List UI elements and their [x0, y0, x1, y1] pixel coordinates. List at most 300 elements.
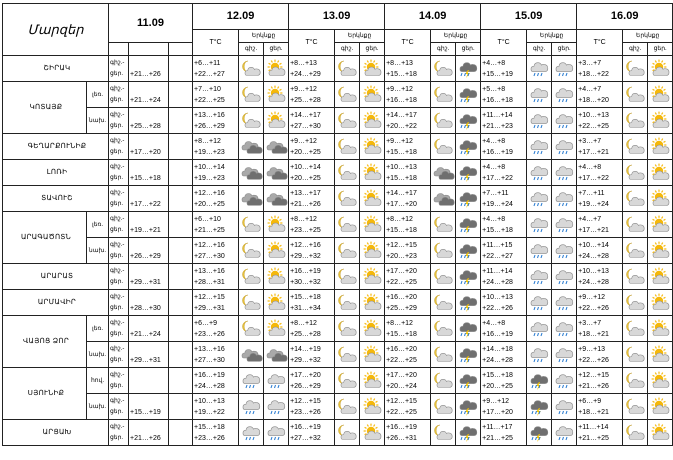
night-sky: [335, 186, 360, 212]
night-sky: [335, 394, 360, 420]
region-name: ՏԱՎՈՒՇ: [3, 186, 109, 212]
temp-range: +13…+16 +27…+30: [193, 342, 239, 368]
sun-cloud-icon: [362, 111, 382, 130]
day-sky: [264, 342, 289, 368]
moon-cloud-icon: [433, 137, 453, 156]
night-sky: [239, 420, 264, 446]
row-label: գիշ.- ցեր.: [109, 238, 129, 264]
day-sky: [552, 160, 577, 186]
temp-range: +6…+9 +23…+26: [193, 316, 239, 342]
day-sky: [360, 186, 385, 212]
thunderstorm-icon: [458, 267, 478, 286]
temp-header: T°C: [481, 30, 527, 56]
day-sky: [264, 368, 289, 394]
day-sky: [360, 82, 385, 108]
sun-cloud-icon: [266, 319, 286, 338]
moon-cloud-icon: [337, 319, 357, 338]
day-sky: [552, 186, 577, 212]
night-sky: [335, 316, 360, 342]
rain-cloud-icon: [554, 267, 574, 286]
day-sky: [456, 290, 481, 316]
table-row: [3, 82, 673, 108]
night-header: գիշ.: [335, 43, 360, 56]
temp-range: +16…+19 +26…+31: [385, 420, 431, 446]
subregion-label: լեռ.: [87, 316, 109, 342]
row-label: գիշ.- ցեր.: [109, 420, 129, 446]
temp-range: +16…+20 +25…+29: [385, 290, 431, 316]
icon-11: [169, 134, 193, 160]
night-sky: [335, 134, 360, 160]
temp-range: +14…+17 +17…+20: [385, 186, 431, 212]
day-sky: [264, 108, 289, 134]
day-sky: [552, 420, 577, 446]
subregion-label: հով.: [87, 368, 109, 394]
temp-header: T°C: [385, 30, 431, 56]
moon-cloud-icon: [625, 319, 645, 338]
temp-11: +26…+29: [129, 238, 169, 264]
row-label: գիշ.- ցեր.: [109, 108, 129, 134]
night-sky: [623, 290, 648, 316]
region-name: ԱՐՄԱՎԻՐ: [3, 290, 109, 316]
thunderstorm-icon: [458, 293, 478, 312]
day-sky: [648, 420, 673, 446]
day-sky: [456, 212, 481, 238]
moon-cloud-icon: [625, 111, 645, 130]
row-label: գիշ.- ցեր.: [109, 134, 129, 160]
night-sky: [239, 290, 264, 316]
day-sky: [648, 108, 673, 134]
temp-range: +6…+9 +18…+21: [577, 394, 623, 420]
day-sky: [456, 264, 481, 290]
temp-range: +9…+12 +20…+25: [289, 134, 335, 160]
temp-range: +6…+11 +22…+27: [193, 56, 239, 82]
sun-cloud-icon: [362, 59, 382, 78]
temp-range: +14…+17 +20…+22: [385, 108, 431, 134]
night-sky: [527, 212, 552, 238]
night-sky: [239, 394, 264, 420]
temp-11: +15…+18: [129, 160, 169, 186]
sun-cloud-icon: [650, 189, 670, 208]
night-sky: [239, 342, 264, 368]
temp-range: +12…+15 +22…+25: [385, 394, 431, 420]
temp-11: +21…+24: [129, 82, 169, 108]
night-sky: [335, 290, 360, 316]
day-sky: [360, 212, 385, 238]
temp-range: +16…+19 +24…+28: [193, 368, 239, 394]
day-sky: [360, 238, 385, 264]
region-name: ԳԵՂԱՐՔՈՒՆԻՔ: [3, 134, 109, 160]
sun-cloud-icon: [650, 345, 670, 364]
temp-range: +9…+12 +25…+28: [289, 82, 335, 108]
moon-cloud-icon: [337, 137, 357, 156]
night-sky: [239, 316, 264, 342]
day-sky: [360, 56, 385, 82]
moon-cloud-icon: [433, 111, 453, 130]
rain-cloud-icon: [529, 59, 549, 78]
night-sky: [527, 56, 552, 82]
moon-cloud-icon: [433, 267, 453, 286]
temp-range: +3…+7 +17…+21: [577, 134, 623, 160]
temp-range: +16…+19 +27…+32: [289, 420, 335, 446]
sun-cloud-icon: [362, 189, 382, 208]
night-sky: [431, 108, 456, 134]
sun-cloud-icon: [650, 241, 670, 260]
row-label: գիշ.- ցեր.: [109, 316, 129, 342]
moon-cloud-icon: [241, 215, 261, 234]
subregion-label: նախ.: [87, 108, 109, 134]
sun-cloud-icon: [362, 371, 382, 390]
day-header: ցեր.: [552, 43, 577, 56]
night-header: գիշ.: [431, 43, 456, 56]
day-sky: [552, 212, 577, 238]
night-sky: [431, 264, 456, 290]
night-sky: [623, 342, 648, 368]
night-header: գիշ.: [239, 43, 264, 56]
day-sky: [264, 420, 289, 446]
moon-cloud-icon: [337, 267, 357, 286]
temp-11: +21…+26: [129, 56, 169, 82]
moon-cloud-icon: [625, 189, 645, 208]
temp-11: +25…+28: [129, 108, 169, 134]
night-sky: [527, 342, 552, 368]
day-sky: [360, 394, 385, 420]
night-sky: [431, 238, 456, 264]
temp-11: +17…+20: [129, 134, 169, 160]
night-sky: [623, 368, 648, 394]
day-sky: [264, 186, 289, 212]
night-header: գիշ.: [623, 43, 648, 56]
region-name: ԿՈՏԱՅՔ: [3, 82, 87, 134]
day-sky: [456, 368, 481, 394]
rain-cloud-icon: [554, 215, 574, 234]
temp-range: +9…+12 +16…+18: [385, 82, 431, 108]
sun-cloud-icon: [266, 85, 286, 104]
temp-range: +15…+18 +20…+25: [481, 368, 527, 394]
night-sky: [431, 56, 456, 82]
subregion-label: լեռ.: [87, 82, 109, 108]
date-header-14: 14.09: [385, 4, 481, 30]
blank-sub-11b: [129, 43, 169, 56]
temp-range: +7…+11 +19…+24: [577, 186, 623, 212]
night-sky: [623, 160, 648, 186]
icon-11: [169, 420, 193, 446]
dark-cloud-icon: [433, 163, 453, 182]
night-sky: [431, 316, 456, 342]
night-sky: [335, 368, 360, 394]
moon-cloud-icon: [337, 345, 357, 364]
sun-cloud-icon: [650, 85, 670, 104]
temp-11: +21…+26: [129, 420, 169, 446]
temp-range: +13…+16 +26…+29: [193, 108, 239, 134]
night-sky: [239, 82, 264, 108]
temp-range: +5…+8 +16…+18: [481, 82, 527, 108]
temp-range: +10…+13 +22…+26: [481, 290, 527, 316]
night-sky: [527, 186, 552, 212]
region-name: ԱՐՑԱԽ: [3, 420, 109, 446]
region-name: ԱՐԱՐԱՏ: [3, 264, 109, 290]
temp-range: +12…+15 +23…+26: [289, 394, 335, 420]
subregion-label: նախ.: [87, 238, 109, 264]
rain-cloud-icon: [529, 163, 549, 182]
sun-cloud-icon: [266, 215, 286, 234]
sky-header: Երկնքը: [239, 30, 289, 43]
night-sky: [431, 212, 456, 238]
temp-range: +3…+7 +18…+22: [577, 56, 623, 82]
temp-range: +11…+17 +21…+25: [481, 420, 527, 446]
day-sky: [552, 108, 577, 134]
region-name: ԱՐԱԳԱԾՈՏՆ: [3, 212, 87, 264]
table-row: [3, 238, 673, 264]
day-sky: [456, 316, 481, 342]
sun-cloud-icon: [266, 241, 286, 260]
temp-range: +9…+12 +22…+26: [577, 290, 623, 316]
day-sky: [360, 316, 385, 342]
day-sky: [552, 342, 577, 368]
moon-cloud-icon: [241, 111, 261, 130]
day-sky: [264, 316, 289, 342]
thunderstorm-icon: [458, 111, 478, 130]
row-label: գիշ.- ցեր.: [109, 342, 129, 368]
night-sky: [623, 186, 648, 212]
moon-cloud-icon: [337, 371, 357, 390]
rain-cloud-icon: [529, 319, 549, 338]
night-sky: [623, 264, 648, 290]
rain-cloud-icon: [554, 189, 574, 208]
night-sky: [335, 238, 360, 264]
day-sky: [648, 394, 673, 420]
day-sky: [360, 108, 385, 134]
sun-cloud-icon: [650, 397, 670, 416]
day-header: ցեր.: [456, 43, 481, 56]
table-row: [3, 342, 673, 368]
temp-range: +8…+12 +19…+23: [193, 134, 239, 160]
moon-cloud-icon: [337, 59, 357, 78]
day-sky: [552, 316, 577, 342]
night-sky: [239, 108, 264, 134]
icon-11: [169, 186, 193, 212]
rain-cloud-icon: [554, 59, 574, 78]
temp-range: +7…+11 +19…+24: [481, 186, 527, 212]
temp-11: +15…+19: [129, 394, 169, 420]
date-header-12: 12.09: [193, 4, 289, 30]
thunderstorm-icon: [458, 241, 478, 260]
day-sky: [648, 316, 673, 342]
thunderstorm-icon: [529, 423, 549, 442]
day-sky: [360, 134, 385, 160]
night-sky: [623, 238, 648, 264]
night-sky: [239, 264, 264, 290]
day-sky: [456, 56, 481, 82]
night-sky: [335, 82, 360, 108]
moon-cloud-icon: [337, 85, 357, 104]
night-sky: [239, 212, 264, 238]
temp-range: +10…+13 +19…+22: [193, 394, 239, 420]
rain-cloud-icon: [554, 423, 574, 442]
night-sky: [527, 238, 552, 264]
moon-cloud-icon: [433, 397, 453, 416]
rain-cloud-icon: [529, 241, 549, 260]
moon-cloud-icon: [625, 423, 645, 442]
day-sky: [648, 368, 673, 394]
day-sky: [456, 394, 481, 420]
night-sky: [335, 108, 360, 134]
night-sky: [623, 56, 648, 82]
temp-range: +14…+19 +29…+32: [289, 342, 335, 368]
sun-cloud-icon: [362, 293, 382, 312]
night-sky: [335, 56, 360, 82]
day-sky: [456, 238, 481, 264]
day-sky: [648, 56, 673, 82]
thunderstorm-icon: [458, 371, 478, 390]
day-sky: [648, 186, 673, 212]
day-sky: [648, 290, 673, 316]
table-row: [3, 290, 673, 316]
icon-11: [169, 264, 193, 290]
row-label: գիշ.- ցեր.: [109, 212, 129, 238]
sun-cloud-icon: [266, 111, 286, 130]
moon-cloud-icon: [625, 59, 645, 78]
temp-range: +4…+8 +15…+19: [481, 56, 527, 82]
icon-11: [169, 108, 193, 134]
moon-cloud-icon: [433, 293, 453, 312]
day-sky: [552, 82, 577, 108]
temp-range: +17…+20 +22…+25: [385, 264, 431, 290]
night-sky: [527, 108, 552, 134]
temp-range: +8…+12 +15…+18: [385, 316, 431, 342]
row-label: գիշ.- ցեր.: [109, 394, 129, 420]
subregion-label: նախ.: [87, 394, 109, 420]
moon-cloud-icon: [241, 59, 261, 78]
dark-cloud-icon: [241, 189, 261, 208]
icon-11: [169, 238, 193, 264]
thunderstorm-icon: [458, 345, 478, 364]
temp-range: +11…+14 +21…+25: [577, 420, 623, 446]
night-sky: [431, 82, 456, 108]
night-sky: [527, 394, 552, 420]
night-sky: [527, 420, 552, 446]
thunderstorm-icon: [458, 319, 478, 338]
sun-cloud-icon: [362, 215, 382, 234]
day-sky: [264, 56, 289, 82]
weather-forecast-table: [2, 3, 673, 446]
rain-cloud-icon: [554, 371, 574, 390]
table-row: [3, 212, 673, 238]
temp-range: +12…+16 +20…+25: [193, 186, 239, 212]
day-sky: [648, 134, 673, 160]
temp-range: +16…+20 +22…+25: [385, 342, 431, 368]
dark-cloud-icon: [241, 137, 261, 156]
row-label: գիշ.- ցեր.: [109, 56, 129, 82]
moon-cloud-icon: [337, 423, 357, 442]
temp-11: +19…+21: [129, 212, 169, 238]
sun-cloud-icon: [650, 293, 670, 312]
sun-cloud-icon: [362, 345, 382, 364]
day-sky: [360, 264, 385, 290]
night-sky: [623, 82, 648, 108]
sun-cloud-icon: [266, 59, 286, 78]
row-label: գիշ.- ցեր.: [109, 186, 129, 212]
moon-cloud-icon: [337, 163, 357, 182]
region-name: ՍՅՈՒՆԻՔ: [3, 368, 87, 420]
rain-cloud-icon: [554, 111, 574, 130]
temp-range: +12…+16 +29…+32: [289, 238, 335, 264]
temp-header: T°C: [193, 30, 239, 56]
day-sky: [456, 160, 481, 186]
moon-cloud-icon: [337, 397, 357, 416]
table-row: [3, 134, 673, 160]
moon-cloud-icon: [433, 59, 453, 78]
day-sky: [552, 238, 577, 264]
table-row: [3, 316, 673, 342]
blank-sub-11a: [109, 43, 129, 56]
day-sky: [552, 134, 577, 160]
sun-cloud-icon: [650, 59, 670, 78]
dark-cloud-icon: [266, 345, 286, 364]
moon-cloud-icon: [433, 215, 453, 234]
temp-range: +9…+13 +22…+26: [577, 342, 623, 368]
temp-range: +14…+17 +27…+30: [289, 108, 335, 134]
icon-11: [169, 342, 193, 368]
temp-11: +21…+24: [129, 316, 169, 342]
table-row: [3, 56, 673, 82]
temp-range: +17…+20 +20…+24: [385, 368, 431, 394]
night-sky: [431, 160, 456, 186]
temp-range: +15…+18 +23…+26: [193, 420, 239, 446]
moon-cloud-icon: [241, 85, 261, 104]
day-header: ցեր.: [264, 43, 289, 56]
rain-cloud-icon: [266, 397, 286, 416]
sky-header: Երկնքը: [527, 30, 577, 43]
temp-header: T°C: [577, 30, 623, 56]
temp-range: +8…+12 +23…+25: [289, 212, 335, 238]
moon-cloud-icon: [337, 189, 357, 208]
moon-cloud-icon: [625, 293, 645, 312]
night-sky: [431, 186, 456, 212]
day-header: ցեր.: [648, 43, 673, 56]
temp-11: +28…+30: [129, 290, 169, 316]
rain-cloud-icon: [241, 371, 261, 390]
night-sky: [527, 82, 552, 108]
moon-cloud-icon: [625, 241, 645, 260]
thunderstorm-icon: [458, 85, 478, 104]
day-sky: [264, 212, 289, 238]
night-sky: [335, 420, 360, 446]
temp-range: +10…+14 +24…+28: [577, 238, 623, 264]
night-sky: [239, 238, 264, 264]
rain-cloud-icon: [529, 215, 549, 234]
icon-11: [169, 290, 193, 316]
day-sky: [552, 56, 577, 82]
row-label: գիշ.- ցեր.: [109, 264, 129, 290]
day-sky: [552, 290, 577, 316]
temp-range: +4…+8 +15…+18: [481, 212, 527, 238]
thunderstorm-icon: [458, 189, 478, 208]
temp-range: +17…+20 +26…+29: [289, 368, 335, 394]
sun-cloud-icon: [650, 163, 670, 182]
temp-range: +10…+13 +15…+18: [385, 160, 431, 186]
night-sky: [335, 264, 360, 290]
row-label: գիշ.- ցեր.: [109, 368, 129, 394]
region-name: ՇԻՐԱԿ: [3, 56, 109, 82]
day-sky: [648, 264, 673, 290]
sky-header: Երկնքը: [431, 30, 481, 43]
blank-sub-11c: [169, 43, 193, 56]
region-name: ԼՈՌԻ: [3, 160, 109, 186]
night-sky: [431, 290, 456, 316]
temp-range: +13…+17 +21…+26: [289, 186, 335, 212]
rain-cloud-icon: [554, 319, 574, 338]
night-sky: [335, 212, 360, 238]
